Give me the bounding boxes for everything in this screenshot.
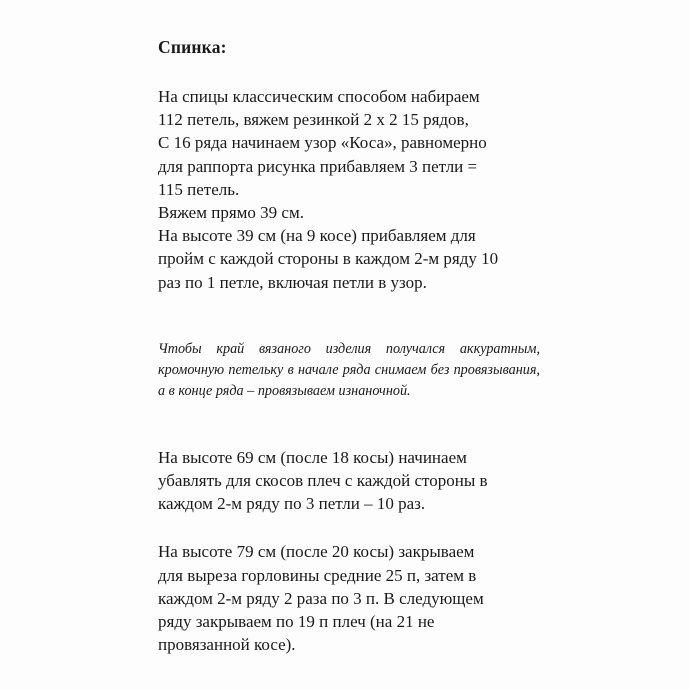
spacer [158,59,540,85]
text-line: пройм с каждой стороны в каждом 2-м ряду 10 [158,249,499,269]
text-line: провязывания, а в конце ряда – провязываем [158,361,540,399]
text-line: 115 петель. [158,179,240,199]
text-line: 112 петель, вяжем резинкой 2 х 2 15 рядов, [158,110,469,130]
text-line: На высоте 69 см (после 18 косы) начинаем [158,447,467,467]
text-line: каждом 2-м ряду по 3 петли – 10 раз. [158,494,426,514]
text-line: провязанной косе). [158,635,296,655]
paragraph-cast-on-instructions [158,85,540,294]
text-line: На высоте 79 см (после 20 косы) закрываем [158,542,475,562]
text-line: убавлять для скосов плеч с каждой стороны в [158,471,488,491]
text-line: Вяжем прямо 39 см. [158,203,304,223]
spacer [158,515,540,540]
text-line: изнаночной. [338,382,411,399]
paragraph-shoulder-slope-instructions [158,446,540,516]
text-line: каждом 2-м ряду 2 раза по 3 п. В следующем [158,588,484,608]
spacer [158,402,540,446]
text-line: ряду закрываем по 19 п плеч (на 21 не [158,612,435,632]
document-content [158,30,540,656]
spacer [158,294,540,339]
section-heading: Спинка: [158,37,227,57]
paragraph-neckline-instructions [158,540,540,656]
text-line: для раппорта рисунка прибавляем 3 петли = [158,156,478,176]
text-line: С 16 ряда начинаем узор «Коса», равномерно [158,133,487,153]
paragraph-edge-stitch-note [158,339,540,402]
text-line: На спицы классическим способом набираем [158,87,480,106]
text-line: На высоте 39 см (на 9 косе) прибавляем для [158,226,476,246]
text-line: раз по 1 петле, включая петли в узор. [158,272,427,292]
text-line: для выреза горловины средние 25 п, затем в [158,565,477,585]
text-line: Чтобы край вязаного изделия получался аккуратным, [158,340,540,357]
text-line: кромочную петельку в начале ряда снимаем без [158,361,450,378]
